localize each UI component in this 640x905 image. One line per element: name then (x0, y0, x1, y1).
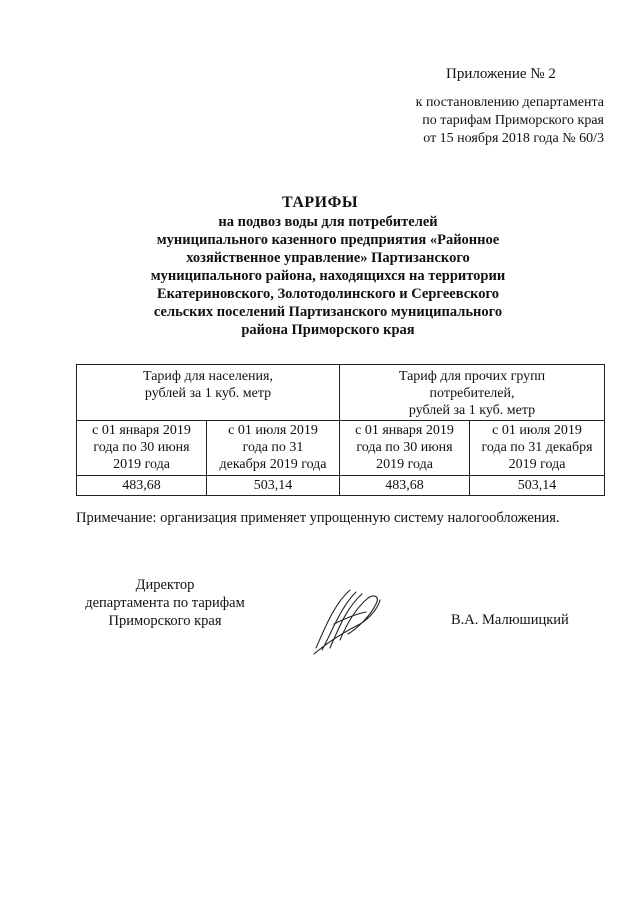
period-line: 2019 года (376, 457, 433, 472)
subtitle-line: хозяйственное управление» Партизанского (186, 250, 470, 266)
document-title: ТАРИФЫ (281, 194, 359, 211)
tariff-value-cell: 503,14 (207, 476, 340, 496)
table-row (77, 365, 605, 421)
header-line: потребителей, (429, 386, 515, 401)
handwritten-signature (310, 584, 384, 656)
header-line: рублей за 1 куб. метр (408, 403, 536, 418)
appendix-line: по тарифам Приморского края (422, 113, 604, 128)
subtitle-line: сельских поселений Партизанского муниципального (153, 304, 503, 320)
period-line: с 01 января 2019 (92, 423, 191, 438)
period-cell (77, 421, 207, 476)
tariff-value-cell: 483,68 (77, 476, 207, 496)
appendix-reference (388, 94, 604, 148)
period-line: года по 31 декабря (481, 440, 593, 455)
period-cell (207, 421, 340, 476)
subtitle-line: муниципального казенного предприятия «Районное (156, 232, 500, 248)
header-line: рублей за 1 куб. метр (144, 386, 272, 401)
period-line: с 01 июля 2019 (492, 423, 582, 438)
header-line: Тариф для прочих групп (398, 369, 546, 384)
period-line: года по 31 (242, 440, 304, 455)
tariff-value-cell: 503,14 (470, 476, 605, 496)
appendix-line: к постановлению департамента (415, 95, 604, 110)
period-line: с 01 июля 2019 (228, 423, 318, 438)
period-line: года по 30 июня (356, 440, 453, 455)
subtitle-line: района Приморского края (241, 322, 415, 338)
table-row (77, 476, 605, 496)
table-row (77, 421, 605, 476)
position-line: Приморского края (108, 613, 222, 629)
period-line: 2019 года (508, 457, 566, 472)
tariff-table (76, 364, 605, 496)
subtitle-line: на подвоз воды для потребителей (218, 214, 438, 230)
period-line: декабря 2019 года (219, 457, 327, 472)
header-cell-other-consumers (340, 365, 605, 421)
period-line: года по 30 июня (93, 440, 190, 455)
signatory-name: В.А. Малюшицкий (451, 612, 569, 628)
tariff-value-cell: 483,68 (340, 476, 470, 496)
position-line: Директор (135, 577, 195, 593)
header-cell-population (77, 365, 340, 421)
period-cell (470, 421, 605, 476)
signatory-position (70, 576, 260, 630)
subtitle-line: муниципального района, находящихся на территории (150, 268, 506, 284)
appendix-title: Приложение № 2 (446, 66, 556, 82)
period-cell (340, 421, 470, 476)
position-line: департамента по тарифам (85, 595, 245, 611)
document-subtitle (140, 213, 516, 339)
subtitle-line: Екатериновского, Золотодолинского и Сергеевского (156, 286, 500, 302)
period-line: 2019 года (113, 457, 170, 472)
period-line: с 01 января 2019 (355, 423, 454, 438)
tax-note: Примечание: организация применяет упрощенную систему налогообложения. (76, 510, 560, 526)
header-line: Тариф для населения, (143, 369, 273, 384)
appendix-line: от 15 ноября 2018 года № 60/3 (423, 131, 604, 146)
